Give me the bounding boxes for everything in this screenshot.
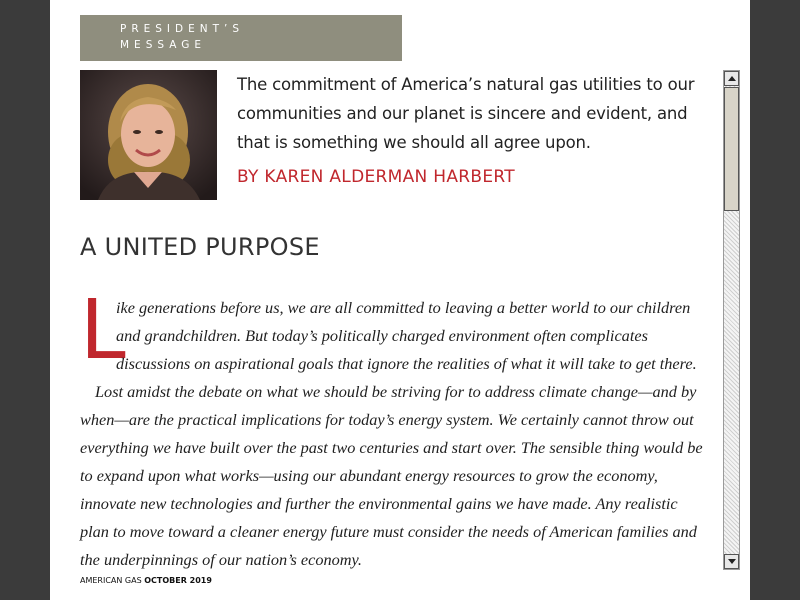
section-banner	[80, 15, 402, 61]
magazine-page	[50, 0, 750, 600]
scroll-down-button[interactable]	[724, 554, 739, 569]
footer-issue: OCTOBER 2019	[144, 576, 212, 585]
scrollbar-thumb[interactable]	[724, 87, 739, 211]
scroll-up-button[interactable]	[724, 71, 739, 86]
vertical-scrollbar[interactable]	[723, 70, 740, 570]
author-portrait	[80, 70, 217, 200]
lede-summary: The commitment of America’s natural gas utilities to our communities and our planet is sincere and evident, and that is something we should all agree upon.	[237, 75, 695, 152]
section-label-line1: PRESIDENT’S	[120, 23, 245, 35]
drop-cap: L	[80, 283, 126, 378]
byline: BY KAREN ALDERMAN HARBERT	[237, 167, 515, 187]
paragraph-2: Lost amidst the debate on what we should be striving for to address climate change—and by when—are the practical implications for today’s energy system. We certainly cannot throw out everything we have built over the past two centuries and start over. The sensible thing would be to expand upon what works—using our abundant energy resources to grow the economy, innovate new technologies and further the environmental gains we have made. Any realistic plan to move toward a cleaner energy future must consider the needs of American families and the underpinnings of our nation’s economy.	[80, 382, 703, 569]
article-headline: A UNITED PURPOSE	[80, 233, 320, 261]
author-photo	[80, 70, 217, 200]
paragraph-1: ike generations before us, we are all committed to leaving a better world to our children and grandchildren. But today’s politically charged environment often complicates discussions on aspirational goals that ignore the realities of what it will take to get there.	[116, 298, 697, 373]
article-body	[80, 283, 704, 574]
triangle-up-icon	[728, 76, 736, 81]
footer-publication: AMERICAN GAS	[80, 576, 142, 585]
page-footer	[80, 576, 212, 585]
section-label-line2: MESSAGE	[120, 39, 206, 51]
triangle-down-icon	[728, 559, 736, 564]
